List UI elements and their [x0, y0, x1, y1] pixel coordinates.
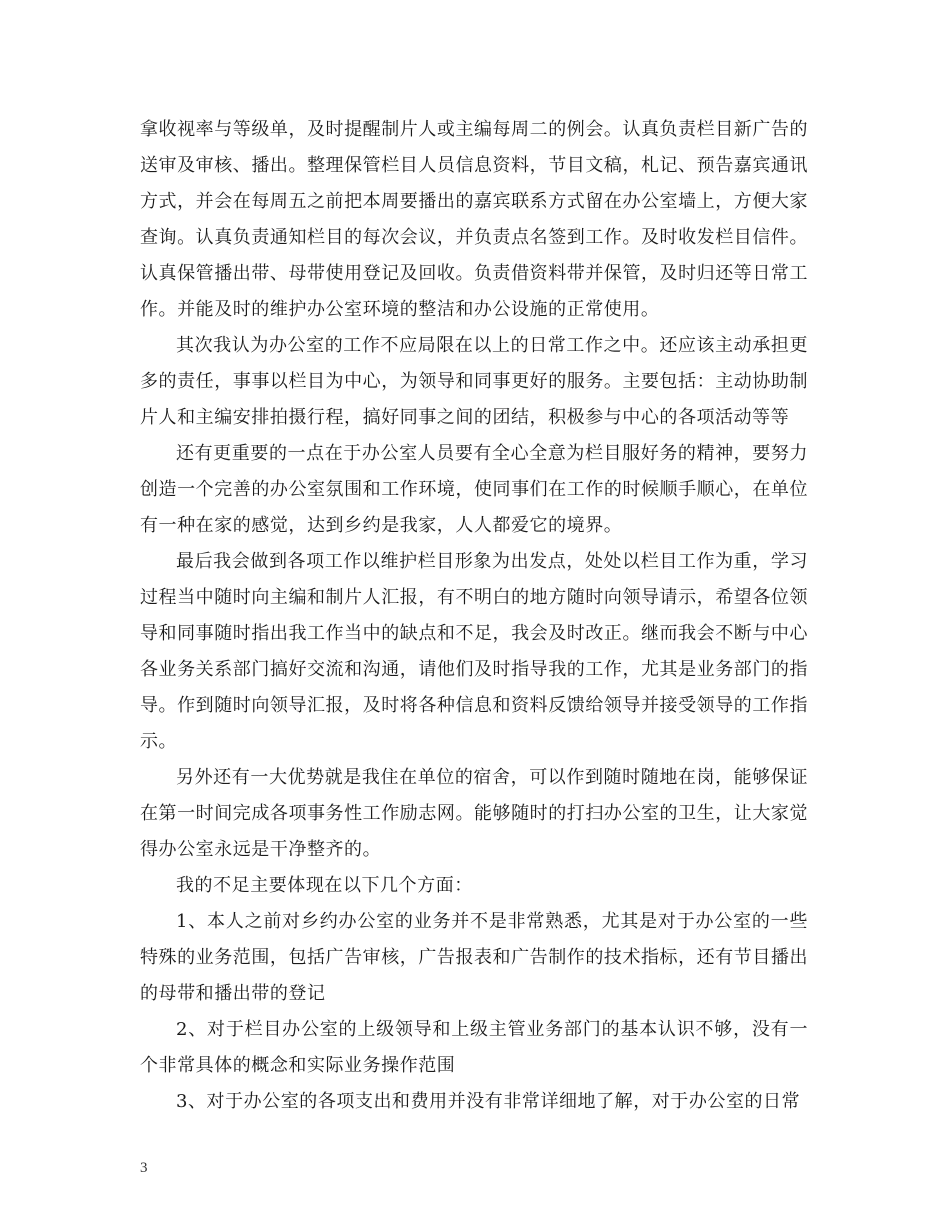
paragraph-shortcoming-3: 3、对于办公室的各项支出和费用并没有非常详细地了解，对于办公室的日常 — [176, 1091, 801, 1112]
paragraph-shortcoming-1: 1、本人之前对乡约办公室的业务并不是非常熟悉，尤其是对于办公室的一些特殊的业务范围，包括广告审核，广告报表和广告制作的技术指标，还有节目播出的母带和播出带的登记 — [140, 911, 808, 1004]
page-number: 3 — [140, 1160, 148, 1176]
paragraph-dormitory-advantage: 另外还有一大优势就是我住在单位的宿舍，可以作到随时随地在岗，能够保证在第一时间完成各项事务性工作励志网。能够随时的打扫办公室的卫生，让大家觉得办公室永远是干净整齐的。 — [140, 767, 808, 860]
paragraph-service-spirit: 还有更重要的一点在于办公室人员要有全心全意为栏目服好务的精神，要努力创造一个完善的办公室氛围和工作环境，使同事们在工作的时候顺手顺心，在单位有一种在家的感觉，达到乡约是我家，人人都爱它的境界。 — [140, 443, 808, 536]
paragraph-shortcomings-heading: 我的不足主要体现在以下几个方面： — [176, 875, 473, 896]
paragraph-image-priority: 最后我会做到各项工作以维护栏目形象为出发点，处处以栏目工作为重，学习过程当中随时向主编和制片人汇报，有不明白的地方随时向领导请示，希望各位领导和同事随时指出我工作当中的缺点和不足，我会及时改正。继而我会不断与中心各业务关系部门搞好交流和沟通，请他们及时指导我的工作，尤其是业务部门的指导。作到随时向领导汇报，及时将各种信息和资料反馈给领导并接受领导的工作指示。 — [140, 551, 808, 752]
paragraph-duties: 拿收视率与等级单，及时提醒制片人或主编每周二的例会。认真负责栏目新广告的送审及审核、播出。整理保管栏目人员信息资料，节目文稿，札记、预告嘉宾通讯方式，并会在每周五之前把本周要播出的嘉宾联系方式留在办公室墙上，方便大家查询。认真负责通知栏目的每次会议，并负责点名签到工作。及时收发栏目信件。认真保管播出带、母带使用登记及回收。负责借资料带并保管，及时归还等日常工作。并能及时的维护办公室环境的整洁和办公设施的正常使用。 — [140, 119, 808, 320]
paragraph-responsibility: 其次我认为办公室的工作不应局限在以上的日常工作之中。还应该主动承担更多的责任，事事以栏目为中心，为领导和同事更好的服务。主要包括：主动协助制片人和主编安排拍摄行程，搞好同事之间的团结，积极参与中心的各项活动等等 — [140, 335, 808, 428]
paragraph-shortcoming-2: 2、对于栏目办公室的上级领导和上级主管业务部门的基本认识不够，没有一个非常具体的概念和实际业务操作范围 — [140, 1019, 808, 1076]
document-body — [140, 112, 808, 1120]
